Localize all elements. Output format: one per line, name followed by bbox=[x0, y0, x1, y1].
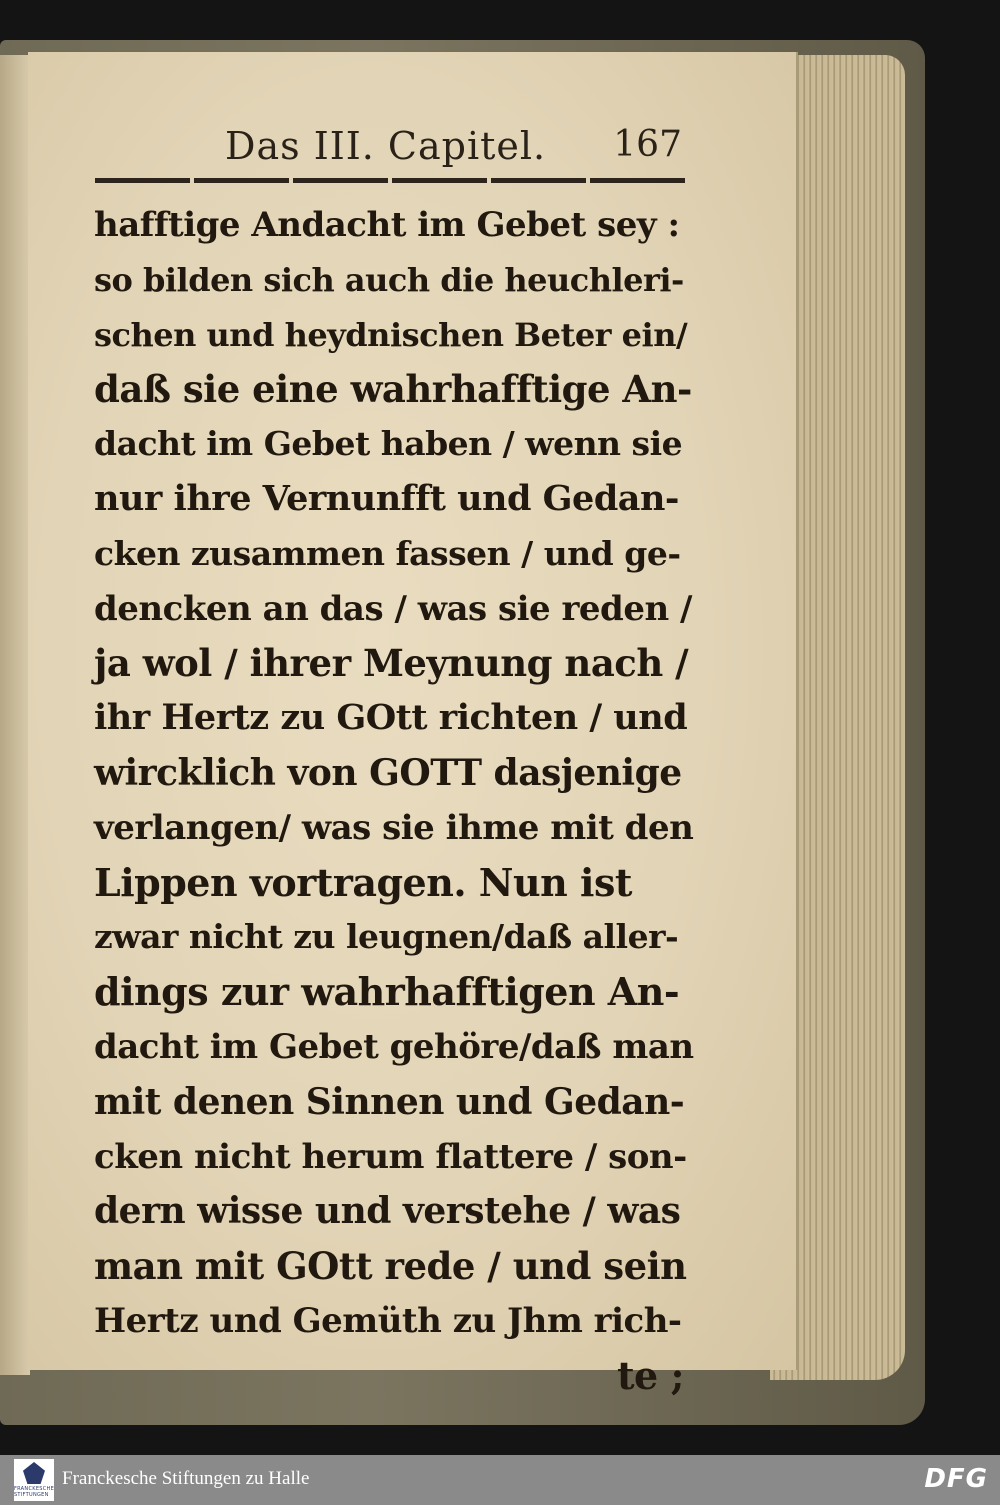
header-rule bbox=[95, 178, 687, 183]
text-line: cken zusammen fassen / und ge- bbox=[94, 533, 681, 573]
text-line: ja wol / ihrer Meynung nach / bbox=[94, 641, 689, 686]
text-line: dacht im Gebet gehöre/daß man bbox=[94, 1026, 694, 1067]
text-line: dacht im Gebet haben / wenn sie bbox=[94, 424, 683, 464]
text-line: Hertz und Gemüth zu Jhm rich- bbox=[94, 1300, 682, 1341]
page-header bbox=[95, 124, 690, 170]
text-line: dings zur wahrhafftigen An- bbox=[94, 969, 680, 1015]
text-line: zwar nicht zu leugnen/daß aller- bbox=[94, 917, 679, 957]
institution-logo[interactable] bbox=[14, 1459, 54, 1501]
text-line: so bilden sich auch die heuchleri- bbox=[94, 260, 684, 299]
institution-name: Franckesche Stiftungen zu Halle bbox=[62, 1468, 310, 1489]
text-line: schen und heydnischen Beter ein/ bbox=[94, 315, 688, 354]
text-line: daß sie eine wahrhafftige An- bbox=[94, 367, 692, 412]
body-text bbox=[94, 198, 694, 1404]
page-number: 167 bbox=[613, 124, 682, 165]
text-line: verlangen/ was sie ihme mit den bbox=[94, 807, 694, 848]
catchword: te ; bbox=[617, 1352, 684, 1398]
facing-page-edge bbox=[0, 55, 30, 1375]
text-line: Lippen vortragen. Nun ist bbox=[94, 859, 632, 905]
dfg-logo[interactable]: DFG bbox=[924, 1464, 988, 1494]
text-line: cken nicht herum flattere / son- bbox=[94, 1136, 687, 1177]
text-line: mit denen Sinnen und Gedan- bbox=[94, 1080, 685, 1123]
text-line: dern wisse und verstehe / was bbox=[94, 1190, 681, 1233]
text-line: man mit GOtt rede / und sein bbox=[94, 1244, 687, 1289]
text-line: wircklich von GOTT dasjenige bbox=[94, 751, 682, 794]
logo-text: FRANCKESCHE STIFTUNGEN bbox=[13, 1486, 55, 1498]
building-icon bbox=[23, 1462, 45, 1484]
running-title: Das III. Capitel. bbox=[225, 124, 547, 168]
footer-bar bbox=[0, 1455, 1000, 1505]
text-line: hafftige Andacht im Gebet sey : bbox=[94, 205, 680, 245]
text-line: ihr Hertz zu GOtt richten / und bbox=[94, 697, 688, 739]
text-line: dencken an das / was sie reden / bbox=[94, 588, 692, 629]
text-line: nur ihre Vernunfft und Gedan- bbox=[94, 477, 679, 519]
